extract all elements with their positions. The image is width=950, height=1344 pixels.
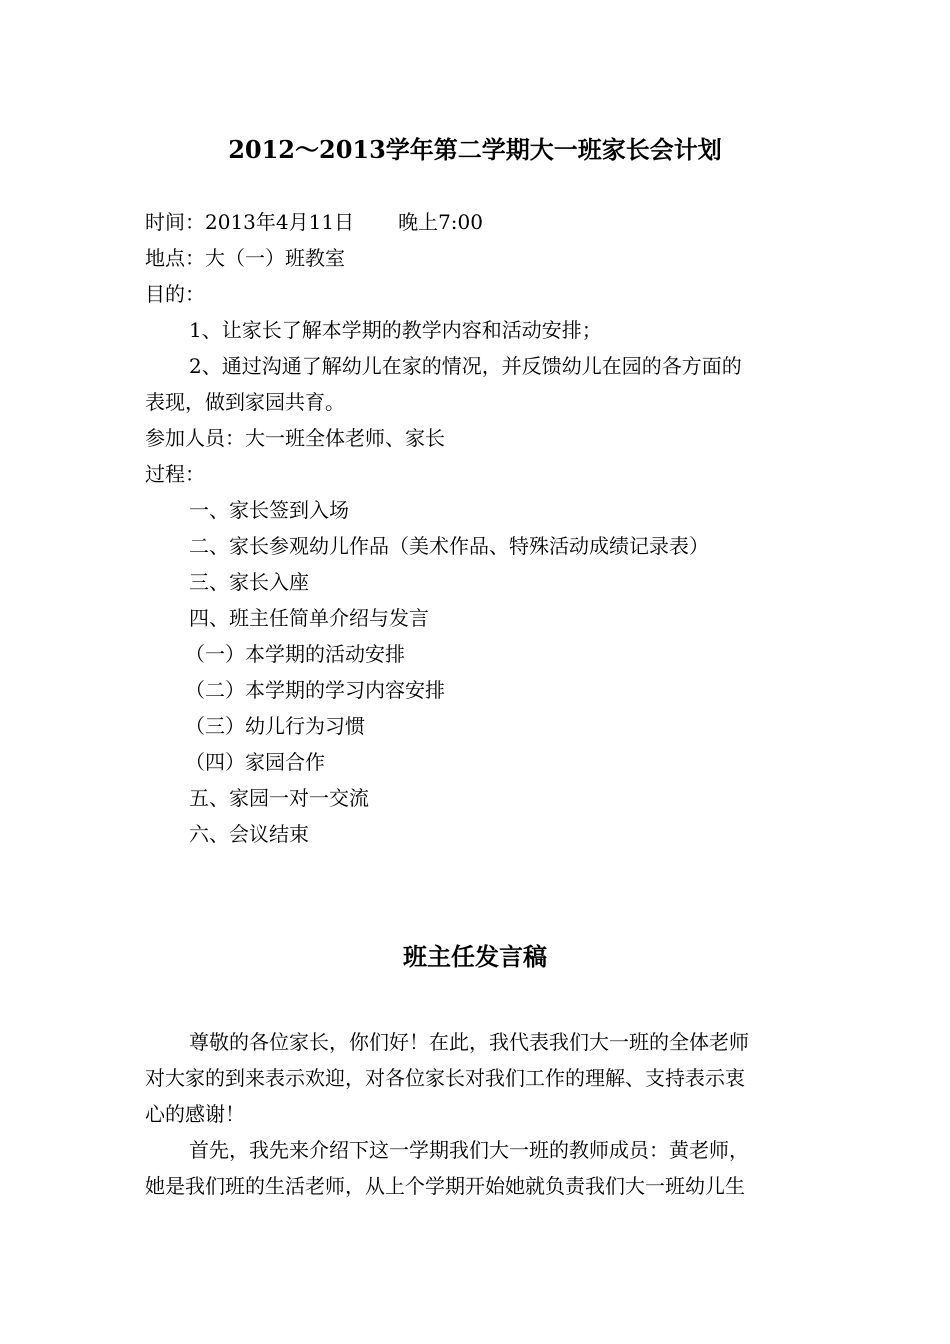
time-label: 时间：2013年4月11日 — [145, 210, 355, 234]
speech-title: 班主任发言稿 — [403, 942, 547, 971]
purpose-label: 目的： — [145, 282, 205, 306]
speech-paragraph-2-line1: 首先，我先来介绍下这一学期我们大一班的教师成员：黄老师， — [189, 1138, 749, 1162]
process-step: 一、家长签到入场 — [189, 498, 349, 522]
process-substep: （一）本学期的活动安排 — [185, 642, 405, 666]
time-line — [145, 207, 810, 237]
process-step: 二、家长参观幼儿作品（美术作品、特殊活动成绩记录表） — [189, 534, 709, 558]
process-step: 六、会议结束 — [189, 822, 309, 846]
purpose-item-1: 1、让家长了解本学期的教学内容和活动安排； — [189, 318, 602, 342]
process-step: 三、家长入座 — [189, 570, 309, 594]
speech-paragraph-1-line2: 对大家的到来表示欢迎，对各位家长对我们工作的理解、支持表示衷 — [145, 1066, 745, 1090]
attendees-line: 参加人员：大一班全体老师、家长 — [145, 426, 445, 450]
process-label: 过程： — [145, 462, 205, 486]
place-line: 地点：大（一）班教室 — [145, 246, 345, 270]
speech-paragraph-1-line1: 尊敬的各位家长，你们好！在此，我代表我们大一班的全体老师 — [189, 1030, 749, 1054]
purpose-item-2-line1: 2、通过沟通了解幼儿在家的情况，并反馈幼儿在园的各方面的 — [189, 354, 742, 378]
speech-paragraph-2-line2: 她是我们班的生活老师，从上个学期开始她就负责我们大一班幼儿生 — [145, 1174, 745, 1198]
time-extra: 晚上7:00 — [398, 210, 483, 234]
process-substep: （二）本学期的学习内容安排 — [185, 678, 445, 702]
process-step: 四、班主任简单介绍与发言 — [189, 606, 429, 630]
process-substep: （四）家园合作 — [185, 750, 325, 774]
speech-paragraph-1-line3: 心的感谢！ — [145, 1102, 245, 1126]
purpose-item-2-line2: 表现，做到家园共育。 — [145, 390, 345, 414]
plan-title: 2012～2013学年第二学期大一班家长会计划 — [228, 135, 722, 164]
process-substep: （三）幼儿行为习惯 — [185, 714, 365, 738]
process-step: 五、家园一对一交流 — [189, 786, 369, 810]
